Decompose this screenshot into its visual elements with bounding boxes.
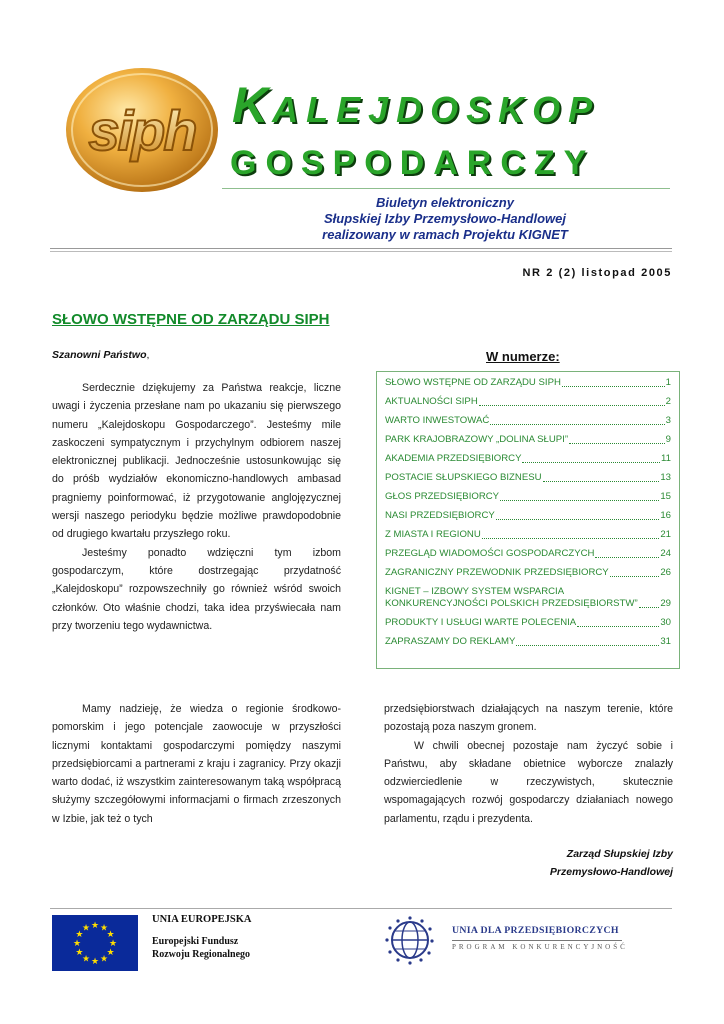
paragraph: W chwili obecnej pozostaje nam życzyć sobie i Państwu, aby składane obietnice wyborcze znalazły odzwierciedlenie w rzeczywistych, skutecznie wspomagających rozwój gospodarczy działaniach nowego parlamentu, rządu i prezydenta.: [384, 739, 673, 825]
eu-fund: [152, 935, 250, 961]
eu-star-icon: ★: [99, 954, 109, 965]
paragraph: przedsiębiorstwach działających na naszym terenie, które pozostają poza naszym gronem.: [384, 703, 673, 734]
toc-entry[interactable]: ZAPRASZAMY DO REKLAMY 31: [385, 636, 671, 647]
toc-entry[interactable]: GŁOS PRZEDSIĘBIORCY 15: [385, 491, 671, 502]
article-title: SŁOWO WSTĘPNE OD ZARZĄDU SIPH: [52, 311, 330, 328]
subtitle-line: Biuletyn elektroniczny: [376, 195, 514, 210]
udp-subtitle: PROGRAM KONKURENCYJNOŚĆ: [452, 943, 628, 951]
eu-flag-icon: [52, 915, 138, 971]
toc-entry[interactable]: PRODUKTY I USŁUGI WARTE POLECENIA 30: [385, 617, 671, 628]
masthead-title-line2: GOSPODARCZY: [230, 144, 596, 182]
table-of-contents: [376, 371, 680, 669]
toc-entry[interactable]: AKADEMIA PRZEDSIĘBIORCY 11: [385, 453, 671, 464]
greeting-text: Szanowni Państwo: [52, 349, 147, 361]
masthead-title: [232, 76, 672, 132]
toc-entry[interactable]: SŁOWO WSTĘPNE OD ZARZĄDU SIPH 1: [385, 377, 671, 388]
eu-star-icon: ★: [90, 921, 100, 931]
udp-globe-icon: [382, 915, 448, 965]
udp-divider: [452, 940, 622, 941]
masthead-divider: [222, 188, 670, 189]
subtitle-line: Słupskiej Izby Przemysłowo-Handlowej: [323, 211, 566, 226]
eu-star-icon: ★: [106, 930, 115, 940]
eu-title: UNIA EUROPEJSKA: [152, 914, 252, 925]
signature-line: Przemysłowo-Handlowej: [549, 866, 673, 878]
eu-star-icon: ★: [108, 939, 118, 949]
paragraph: Mamy nadzieję, że wiedza o regionie środkowo-pomorskim i jego potencjale zaowocuje w przyszłości licznymi kontaktami gospodarczymi pomiędzy naszymi przedsiębiorcami a partnerami z kraju i zagranicy. Przy okazji warto dodać, iż wszystkim zainteresowanym taką współpracą służymy szczegółowymi informacjami o firmach zrzeszonych w Izbie, jak też o tych: [52, 703, 341, 825]
greeting-punct: ,: [146, 349, 150, 361]
toc-entry[interactable]: POSTACIE SŁUPSKIEGO BIZNESU 13: [385, 472, 671, 483]
footer-divider: [50, 908, 672, 909]
eu-fund-line: Rozwoju Regionalnego: [152, 949, 251, 960]
udp-title: UNIA DLA PRZEDSIĘBIORCZYCH: [452, 925, 619, 936]
toc-entry[interactable]: NASI PRZEDSIĘBIORCY 16: [385, 510, 671, 521]
right-column: [384, 700, 673, 828]
toc-entry[interactable]: WARTO INWESTOWAĆ 3: [385, 415, 671, 426]
eu-star-icon: ★: [99, 923, 109, 934]
signature: [384, 845, 673, 881]
subtitle-line: realizowany w ramach Projektu KIGNET: [322, 227, 568, 242]
masthead-title-initial: K: [232, 77, 273, 133]
siph-logo: [60, 64, 220, 194]
signature-line: Zarząd Słupskiej Izby: [566, 848, 673, 860]
toc-entry[interactable]: PARK KRAJOBRAZOWY „DOLINA SŁUPI” 9: [385, 434, 671, 445]
masthead-title-rest: ALEJDOSKOP: [272, 89, 601, 130]
header-divider: [50, 248, 672, 252]
toc-heading: W numerze:: [486, 349, 560, 364]
eu-star-icon: ★: [90, 957, 100, 967]
intro-text: [52, 379, 341, 635]
paragraph: Serdecznie dziękujemy za Państwa reakcje, liczne uwagi i życzenia przesłane nam po ukazaniu się pierwszego numeru „Kalejdoskopu Gospodarczego”. Jesteśmy mile zaskoczeni sympatycznym i przychylnym odbiorem naszej elektronicznej publikacji. Jednocześnie ustosunkowując się do próśb wydziałów ekonomiczno-handlowych ambasad pragniemy poinformować, iż przygotowanie anglojęzycznej wersji naszego periodyku będzie możliwe prawdopodobnie od drugiego kwartału przyszłego roku.: [52, 382, 341, 541]
toc-entry[interactable]: KIGNET – IZBOWY SYSTEM WSPARCIA KONKURENCYJNOŚCI POLSKICH PRZEDSIĘBIORSTW” 29: [385, 586, 671, 609]
eu-fund-line: Europejski Fundusz: [152, 936, 239, 947]
toc-entry[interactable]: AKTUALNOŚCI SIPH 2: [385, 396, 671, 407]
eu-star-icon: ★: [72, 939, 82, 949]
logo-text: siph: [88, 99, 196, 162]
toc-entry[interactable]: Z MIASTA I REGIONU 21: [385, 529, 671, 540]
left-column: [52, 700, 341, 828]
greeting: [52, 349, 149, 361]
eu-star-icon: ★: [81, 954, 91, 965]
masthead-subtitle: [260, 195, 630, 243]
toc-entry[interactable]: ZAGRANICZNY PRZEWODNIK PRZEDSIĘBIORCY 26: [385, 567, 671, 578]
eu-star-icon: ★: [81, 923, 91, 934]
eu-star-icon: ★: [75, 930, 84, 940]
paragraph: Jesteśmy ponadto wdzięczni tym izbom gospodarczym, które dostrzegając przydatność „Kalejdoskopu” rozpowszechniły go również wśród swoich członków. Oto właśnie chodzi, taka idea przyświecała nam przy tworzeniu tego wydawnictwa.: [52, 546, 341, 632]
eu-star-icon: ★: [106, 948, 115, 958]
toc-entry[interactable]: PRZEGLĄD WIADOMOŚCI GOSPODARCZYCH 24: [385, 548, 671, 559]
issue-number: NR 2 (2) listopad 2005: [522, 267, 672, 279]
eu-star-icon: ★: [75, 948, 84, 958]
